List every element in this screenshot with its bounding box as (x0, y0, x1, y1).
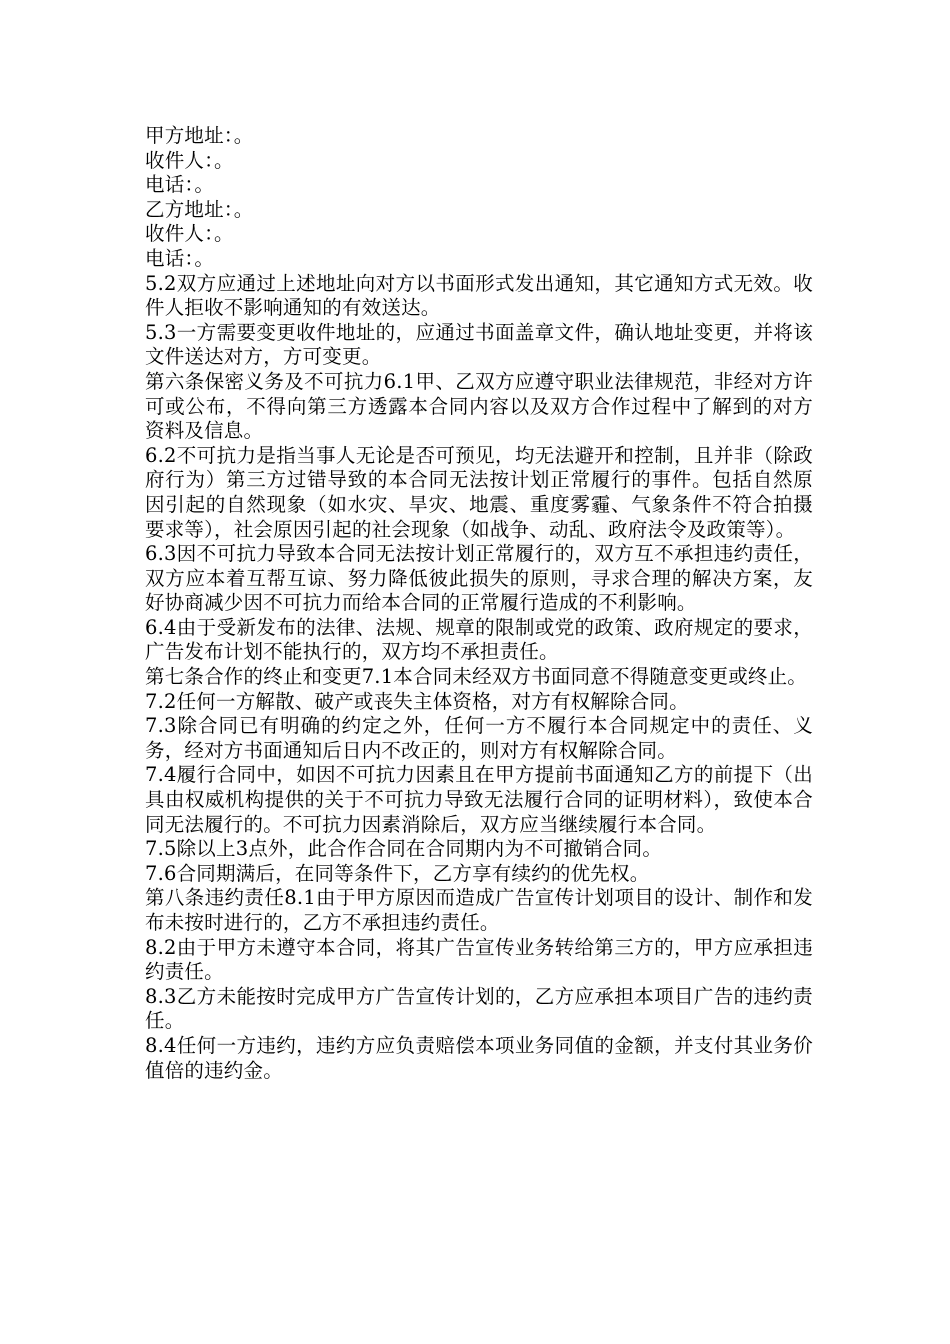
clause-7-2: 7.2任何一方解散、破产或丧失主体资格，对方有权解除合同。 (145, 689, 689, 713)
clause-7-3: 7.3除合同已有明确的约定之外，任何一方不履行本合同规定中的责任、义务，经对方书面通知后日内不改正的，则对方有权解除合同。 (145, 714, 813, 762)
clause-8-4: 8.4任何一方违约，违约方应负责赔偿本项业务同值的金额，并支付其业务价值倍的违约金。 (145, 1033, 813, 1082)
party-a-recipient: 收件人：。 (145, 148, 234, 172)
clause-8-2: 8.2由于甲方未遵守本合同，将其广告宣传业务转给第三方的，甲方应承担违约责任。 (145, 935, 813, 984)
contract-body (145, 124, 813, 1083)
clause-7-5: 7.5除以上3点外，此合作合同在合同期内为不可撤销合同。 (145, 837, 663, 861)
party-a-phone: 电话：。 (145, 173, 215, 197)
clause-5-2: 5.2双方应通过上述地址向对方以书面形式发出通知，其它通知方式无效。收件人拒收不影响通知的有效送达。 (145, 271, 813, 320)
article-8-clause-8-1: 第八条违约责任8.1由于甲方原因而造成广告宣传计划项目的设计、制作和发布未按时进行的，乙方不承担违约责任。 (145, 886, 813, 934)
clause-6-4: 6.4由于受新发布的法律、法规、规章的限制或党的政策、政府规定的要求，广告发布计划不能执行的，双方均不承担责任。 (145, 615, 813, 664)
party-b-recipient: 收件人：。 (145, 222, 234, 246)
clause-6-2: 6.2不可抗力是指当事人无论是否可预见，均无法避开和控制，且并非（除政府行为）第三方过错导致的本合同无法按计划正常履行的事件。包括自然原因引起的自然现象（如水灾、旱灾、地震、重度雾霾、气象条件不符合拍摄要求等），社会原因引起的社会现象（如战争、动乱、政府法令及政策等）。 (145, 443, 813, 541)
party-b-address: 乙方地址：。 (145, 197, 254, 221)
party-a-address: 甲方地址：。 (145, 124, 254, 147)
clause-7-4: 7.4履行合同中，如因不可抗力因素且在甲方提前书面通知乙方的前提下（出具由权威机构提供的关于不可抗力导致无法履行合同的证明材料），致使本合同无法履行的。不可抗力因素消除后，双方应当继续履行本合同。 (145, 763, 813, 836)
clause-7-6: 7.6合同期满后，在同等条件下，乙方享有续约的优先权。 (145, 861, 650, 885)
clause-8-3: 8.3乙方未能按时完成甲方广告宣传计划的，乙方应承担本项目广告的违约责任。 (145, 984, 813, 1033)
article-6-clause-6-1: 第六条保密义务及不可抗力6.1甲、乙双方应遵守职业法律规范，非经对方许可或公布，不得向第三方透露本合同内容以及双方合作过程中了解到的对方资料及信息。 (145, 369, 813, 443)
clause-6-3: 6.3因不可抗力导致本合同无法按计划正常履行的，双方互不承担违约责任，双方应本着互帮互谅、努力降低彼此损失的原则，寻求合理的解决方案，友好协商减少因不可抗力而给本合同的正常履行造成的不利影响。 (145, 542, 813, 615)
clause-5-3: 5.3一方需要变更收件地址的，应通过书面盖章文件，确认地址变更，并将该文件送达对方，方可变更。 (145, 320, 813, 369)
article-7-clause-7-1: 第七条合作的终止和变更7.1本合同未经双方书面同意不得随意变更或终止。 (145, 665, 808, 689)
party-b-phone: 电话：。 (145, 246, 215, 270)
